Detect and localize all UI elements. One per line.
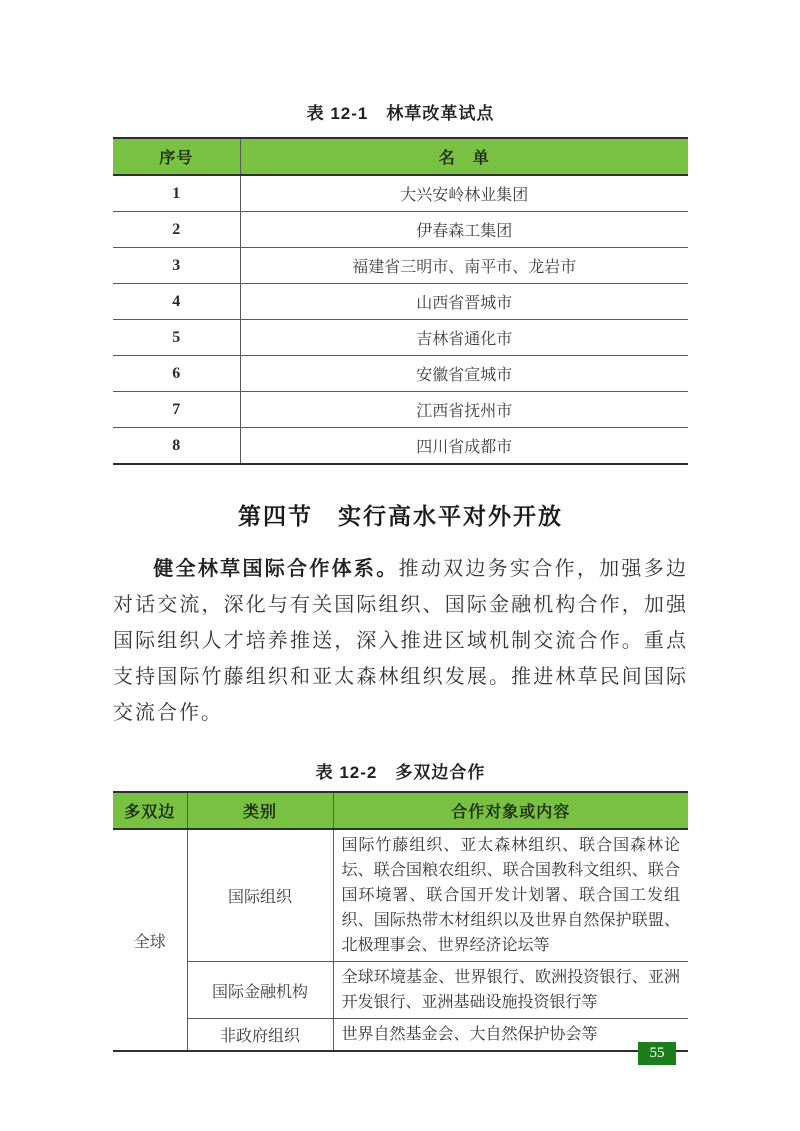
table2-header-content: 合作对象或内容: [333, 792, 688, 829]
row-seq: 4: [113, 284, 240, 320]
row-seq: 3: [113, 248, 240, 284]
content-cell: 世界自然基金会、大自然保护协会等: [341, 1026, 598, 1043]
row-seq: 2: [113, 212, 240, 248]
row-name: 四川省成都市: [416, 439, 513, 456]
category-cell: 国际组织: [187, 829, 333, 962]
table2-header-row: [113, 792, 688, 829]
table1-reform-pilots: [113, 137, 688, 465]
table1-header-row: [113, 138, 688, 175]
table-row: [113, 320, 688, 356]
row-name: 吉林省通化市: [240, 320, 688, 356]
table-row: [113, 392, 688, 428]
row-name: 江西省抚州市: [240, 392, 688, 428]
row-name: 伊春森工集团: [240, 212, 688, 248]
category-cell: 非政府组织: [187, 1019, 333, 1052]
row-name: 山西省晋城市: [240, 284, 688, 320]
paragraph-lead: 健全林草国际合作体系。: [153, 558, 399, 580]
row-seq: 7: [113, 392, 240, 428]
table2-header-scope: 多双边: [113, 792, 187, 829]
table-row: [113, 284, 688, 320]
page-content: [113, 0, 688, 1052]
row-seq: 6: [113, 356, 240, 392]
table-row: [113, 212, 688, 248]
table1-header-seq: 序号: [113, 138, 240, 175]
table2-header-category: 类别: [187, 792, 333, 829]
table1-title: 表 12-1 林草改革试点: [306, 104, 495, 123]
section-heading: 第四节 实行高水平对外开放: [238, 503, 563, 529]
content-cell: 国际竹藤组织、亚太森林组织、联合国森林论坛、联合国粮农组织、联合国教科文组织、联合国环境署、联合国开发计划署、联合国工发组织、国际热带木材组织以及世界自然保护联盟、北极理事会、世界经济论坛等: [333, 829, 688, 962]
table-row: [113, 356, 688, 392]
table1-header-name: 名 单: [240, 138, 688, 175]
row-name: 福建省三明市、南平市、龙岩市: [240, 248, 688, 284]
table-row: [113, 962, 688, 1019]
row-seq: 8: [113, 428, 240, 465]
category-cell: 国际金融机构: [187, 962, 333, 1019]
table-row: [113, 175, 688, 212]
scope-cell: 全球: [113, 829, 187, 1051]
page-number-badge: 55: [638, 1042, 676, 1065]
table2-cooperation: [113, 791, 688, 1052]
row-name: 安徽省宣城市: [240, 356, 688, 392]
table2-title: 表 12-2 多双边合作: [315, 763, 486, 782]
body-paragraph: [113, 551, 688, 731]
row-name: 大兴安岭林业集团: [240, 175, 688, 212]
row-seq: 1: [113, 175, 240, 212]
table-row: [113, 829, 688, 962]
row-seq: 5: [113, 320, 240, 356]
table-row: [113, 248, 688, 284]
table-row: [113, 1019, 688, 1052]
content-cell: 全球环境基金、世界银行、欧洲投资银行、亚洲开发银行、亚洲基础设施投资银行等: [333, 962, 688, 1019]
table-row: [113, 428, 688, 465]
paragraph-text: 推动双边务实合作，加强多边对话交流，深化与有关国际组织、国际金融机构合作，加强国际组织人才培养推送，深入推进区域机制交流合作。重点支持国际竹藤组织和亚太森林组织发展。推进林草民间国际交流合作。: [113, 558, 688, 724]
